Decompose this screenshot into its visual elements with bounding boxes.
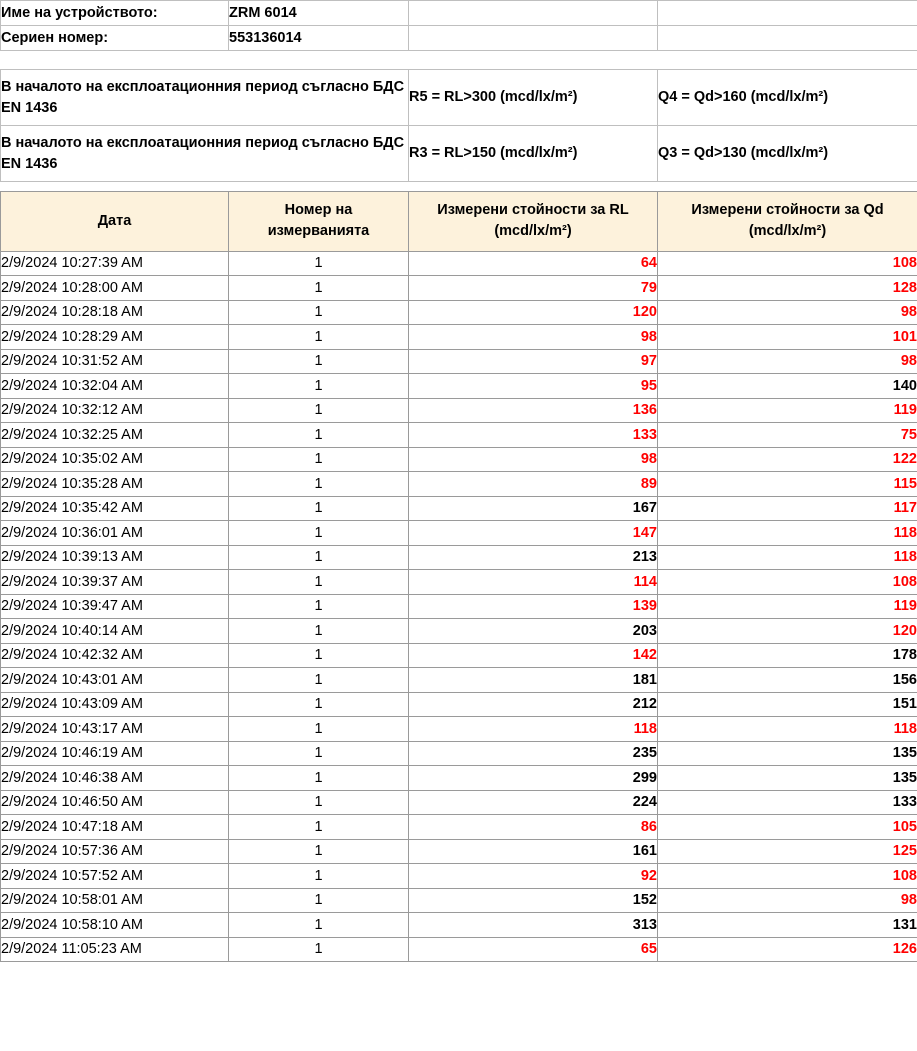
cell-qd-value: 151: [658, 692, 917, 717]
table-row: [1, 643, 917, 668]
cell-measurement-count: 1: [229, 374, 409, 399]
cell-qd-value: 117: [658, 496, 917, 521]
cell-qd-value: 133: [658, 790, 917, 815]
spacer-cell: [229, 51, 409, 70]
cell-qd-value: 101: [658, 325, 917, 350]
cell-measurement-count: 1: [229, 570, 409, 595]
cell-qd-value: 135: [658, 741, 917, 766]
cell-rl-value: 64: [409, 251, 658, 276]
cell-measurement-count: 1: [229, 643, 409, 668]
cell-rl-value: 79: [409, 276, 658, 301]
gap-cell: [658, 182, 917, 191]
criteria-rl-2: R3 = RL>150 (mcd/lx/m²): [409, 126, 658, 182]
cell-date: 2/9/2024 10:42:32 AM: [1, 643, 229, 668]
cell-qd-value: 115: [658, 472, 917, 497]
cell-rl-value: 161: [409, 839, 658, 864]
cell-qd-value: 108: [658, 251, 917, 276]
cell-rl-value: 114: [409, 570, 658, 595]
table-row: [1, 496, 917, 521]
cell-date: 2/9/2024 10:35:42 AM: [1, 496, 229, 521]
cell-measurement-count: 1: [229, 545, 409, 570]
cell-rl-value: 313: [409, 913, 658, 938]
cell-date: 2/9/2024 10:35:28 AM: [1, 472, 229, 497]
cell-qd-value: 122: [658, 447, 917, 472]
table-row: [1, 619, 917, 644]
cell-rl-value: 203: [409, 619, 658, 644]
criteria-qd-1: Q4 = Qd>160 (mcd/lx/m²): [658, 70, 917, 126]
cell-rl-value: 97: [409, 349, 658, 374]
table-row: [1, 766, 917, 791]
cell-date: 2/9/2024 10:32:12 AM: [1, 398, 229, 423]
cell-measurement-count: 1: [229, 447, 409, 472]
cell-date: 2/9/2024 10:39:47 AM: [1, 594, 229, 619]
cell-rl-value: 86: [409, 815, 658, 840]
cell-measurement-count: 1: [229, 349, 409, 374]
cell-date: 2/9/2024 10:46:19 AM: [1, 741, 229, 766]
cell-measurement-count: 1: [229, 668, 409, 693]
cell-rl-value: 89: [409, 472, 658, 497]
cell-rl-value: 152: [409, 888, 658, 913]
gap-cell: [409, 182, 658, 191]
cell-date: 2/9/2024 10:57:36 AM: [1, 839, 229, 864]
cell-measurement-count: 1: [229, 619, 409, 644]
blank-cell: [658, 26, 917, 51]
device-name-value: ZRM 6014: [229, 1, 409, 26]
cell-date: 2/9/2024 11:05:23 AM: [1, 937, 229, 962]
cell-rl-value: 147: [409, 521, 658, 546]
cell-qd-value: 118: [658, 545, 917, 570]
cell-measurement-count: 1: [229, 692, 409, 717]
cell-measurement-count: 1: [229, 717, 409, 742]
cell-qd-value: 119: [658, 594, 917, 619]
cell-rl-value: 139: [409, 594, 658, 619]
table-row: [1, 276, 917, 301]
cell-qd-value: 140: [658, 374, 917, 399]
cell-rl-value: 92: [409, 864, 658, 889]
cell-date: 2/9/2024 10:46:38 AM: [1, 766, 229, 791]
cell-rl-value: 65: [409, 937, 658, 962]
table-row: [1, 251, 917, 276]
cell-date: 2/9/2024 10:28:29 AM: [1, 325, 229, 350]
cell-measurement-count: 1: [229, 251, 409, 276]
blank-cell: [409, 1, 658, 26]
cell-date: 2/9/2024 10:31:52 AM: [1, 349, 229, 374]
cell-date: 2/9/2024 10:28:18 AM: [1, 300, 229, 325]
cell-qd-value: 119: [658, 398, 917, 423]
cell-rl-value: 142: [409, 643, 658, 668]
table-row: [1, 447, 917, 472]
cell-qd-value: 118: [658, 521, 917, 546]
cell-measurement-count: 1: [229, 839, 409, 864]
cell-rl-value: 120: [409, 300, 658, 325]
cell-qd-value: 156: [658, 668, 917, 693]
cell-rl-value: 299: [409, 766, 658, 791]
info-table: [0, 0, 917, 191]
criteria-row-1: [1, 70, 917, 126]
cell-qd-value: 120: [658, 619, 917, 644]
cell-date: 2/9/2024 10:58:01 AM: [1, 888, 229, 913]
cell-measurement-count: 1: [229, 300, 409, 325]
table-row: [1, 741, 917, 766]
blank-cell: [658, 1, 917, 26]
table-row: [1, 864, 917, 889]
table-row: [1, 888, 917, 913]
cell-rl-value: 98: [409, 447, 658, 472]
table-row: [1, 790, 917, 815]
gap-cell: [1, 182, 229, 191]
table-row: [1, 423, 917, 448]
cell-measurement-count: 1: [229, 496, 409, 521]
table-row: [1, 349, 917, 374]
cell-rl-value: 224: [409, 790, 658, 815]
cell-rl-value: 98: [409, 325, 658, 350]
cell-date: 2/9/2024 10:43:17 AM: [1, 717, 229, 742]
spacer-cell: [658, 51, 917, 70]
cell-rl-value: 95: [409, 374, 658, 399]
cell-date: 2/9/2024 10:47:18 AM: [1, 815, 229, 840]
cell-qd-value: 98: [658, 888, 917, 913]
cell-rl-value: 181: [409, 668, 658, 693]
table-row: [1, 692, 917, 717]
table-row: [1, 913, 917, 938]
cell-rl-value: 118: [409, 717, 658, 742]
cell-measurement-count: 1: [229, 913, 409, 938]
cell-rl-value: 136: [409, 398, 658, 423]
cell-measurement-count: 1: [229, 398, 409, 423]
table-row: [1, 668, 917, 693]
cell-measurement-count: 1: [229, 594, 409, 619]
device-name-row: [1, 1, 917, 26]
measurements-table: [0, 191, 917, 963]
criteria-label-1: В началото на експлоатационния период съгласно БДС EN 1436: [1, 70, 409, 126]
table-row: [1, 815, 917, 840]
table-header-row: [1, 191, 917, 251]
table-row: [1, 545, 917, 570]
cell-measurement-count: 1: [229, 864, 409, 889]
gap-cell: [229, 182, 409, 191]
cell-qd-value: 135: [658, 766, 917, 791]
cell-date: 2/9/2024 10:43:01 AM: [1, 668, 229, 693]
table-row: [1, 839, 917, 864]
cell-qd-value: 105: [658, 815, 917, 840]
cell-date: 2/9/2024 10:27:39 AM: [1, 251, 229, 276]
cell-measurement-count: 1: [229, 766, 409, 791]
cell-measurement-count: 1: [229, 790, 409, 815]
cell-qd-value: 128: [658, 276, 917, 301]
cell-qd-value: 98: [658, 300, 917, 325]
table-row: [1, 594, 917, 619]
cell-date: 2/9/2024 10:39:37 AM: [1, 570, 229, 595]
device-name-label: Име на устройството:: [1, 1, 229, 26]
cell-measurement-count: 1: [229, 472, 409, 497]
table-row: [1, 570, 917, 595]
criteria-rl-1: R5 = RL>300 (mcd/lx/m²): [409, 70, 658, 126]
spacer-row: [1, 51, 917, 70]
column-header-rl: Измерени стойности за RL (mcd/lx/m²): [409, 191, 658, 251]
gap-row: [1, 182, 917, 191]
cell-date: 2/9/2024 10:28:00 AM: [1, 276, 229, 301]
cell-date: 2/9/2024 10:58:10 AM: [1, 913, 229, 938]
blank-cell: [409, 26, 658, 51]
table-row: [1, 472, 917, 497]
cell-measurement-count: 1: [229, 276, 409, 301]
criteria-qd-2: Q3 = Qd>130 (mcd/lx/m²): [658, 126, 917, 182]
cell-rl-value: 212: [409, 692, 658, 717]
cell-rl-value: 167: [409, 496, 658, 521]
criteria-row-2: [1, 126, 917, 182]
cell-date: 2/9/2024 10:40:14 AM: [1, 619, 229, 644]
cell-rl-value: 235: [409, 741, 658, 766]
cell-measurement-count: 1: [229, 423, 409, 448]
column-header-count: Номер на измерванията: [229, 191, 409, 251]
cell-qd-value: 178: [658, 643, 917, 668]
cell-qd-value: 98: [658, 349, 917, 374]
cell-qd-value: 125: [658, 839, 917, 864]
table-row: [1, 325, 917, 350]
cell-qd-value: 108: [658, 570, 917, 595]
criteria-label-2: В началото на експлоатационния период съгласно БДС EN 1436: [1, 126, 409, 182]
cell-measurement-count: 1: [229, 937, 409, 962]
cell-date: 2/9/2024 10:32:04 AM: [1, 374, 229, 399]
cell-rl-value: 213: [409, 545, 658, 570]
table-row: [1, 521, 917, 546]
table-row: [1, 300, 917, 325]
cell-date: 2/9/2024 10:57:52 AM: [1, 864, 229, 889]
cell-qd-value: 118: [658, 717, 917, 742]
cell-date: 2/9/2024 10:36:01 AM: [1, 521, 229, 546]
cell-date: 2/9/2024 10:39:13 AM: [1, 545, 229, 570]
serial-value: 553136014: [229, 26, 409, 51]
cell-qd-value: 126: [658, 937, 917, 962]
cell-date: 2/9/2024 10:46:50 AM: [1, 790, 229, 815]
serial-row: [1, 26, 917, 51]
table-row: [1, 398, 917, 423]
cell-qd-value: 108: [658, 864, 917, 889]
table-row: [1, 717, 917, 742]
spacer-cell: [409, 51, 658, 70]
table-row: [1, 937, 917, 962]
cell-measurement-count: 1: [229, 741, 409, 766]
spacer-cell: [1, 51, 229, 70]
serial-label: Сериен номер:: [1, 26, 229, 51]
cell-date: 2/9/2024 10:43:09 AM: [1, 692, 229, 717]
table-row: [1, 374, 917, 399]
cell-measurement-count: 1: [229, 521, 409, 546]
cell-measurement-count: 1: [229, 888, 409, 913]
cell-measurement-count: 1: [229, 325, 409, 350]
column-header-date: Дата: [1, 191, 229, 251]
cell-date: 2/9/2024 10:32:25 AM: [1, 423, 229, 448]
cell-measurement-count: 1: [229, 815, 409, 840]
cell-date: 2/9/2024 10:35:02 AM: [1, 447, 229, 472]
cell-qd-value: 131: [658, 913, 917, 938]
cell-rl-value: 133: [409, 423, 658, 448]
cell-qd-value: 75: [658, 423, 917, 448]
column-header-qd: Измерени стойности за Qd (mcd/lx/m²): [658, 191, 917, 251]
